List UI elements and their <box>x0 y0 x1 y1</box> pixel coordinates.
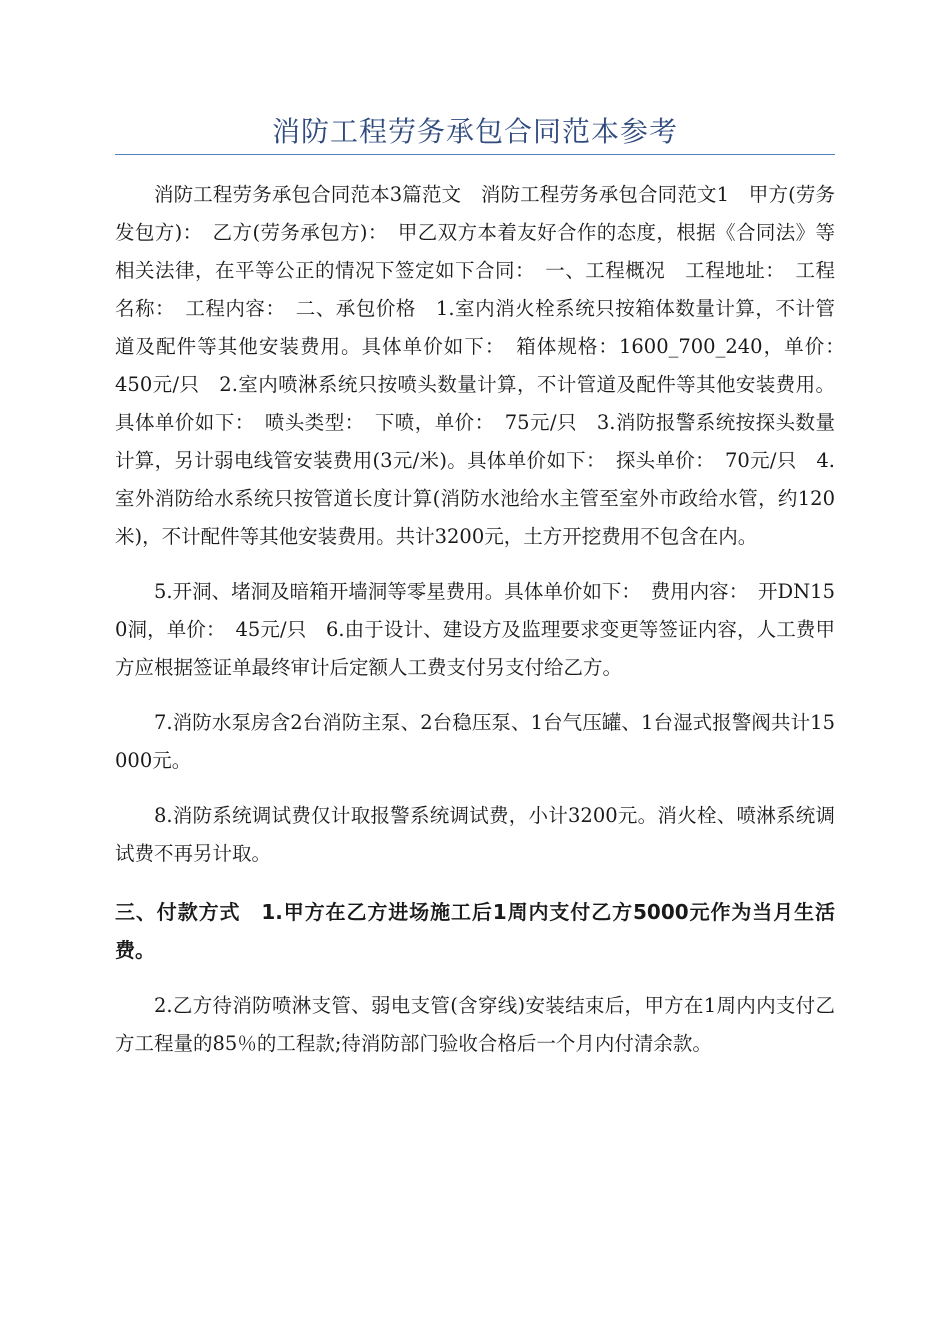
paragraph-4: 8.消防系统调试费仅计取报警系统调试费，小计3200元。消火栓、喷淋系统调试费不再另计取。 <box>115 804 835 865</box>
document-title: 消防工程劳务承包合同范本参考 <box>271 115 678 148</box>
paragraph-1: 消防工程劳务承包合同范本3篇范文 消防工程劳务承包合同范文1 甲方(劳务发包方)： 乙方(劳务承包方)： 甲乙双方本着友好合作的态度，根据《合同法》等相关法律，在平等公正的情况下签定如下合同： 一、工程概况 工程地址： 工程名称： 工程内容： 二、承包价格 1.室内消火栓系统只按箱体数量计算，不计管道及配件等其他安装费用。具体单价如下： 箱体规格：1600_700_240，单价： 450元/只 2.室内喷淋系统只按喷头数量计算，不计管道及配件等其他安装费用。具体单价如下： 喷头类型： 下喷，单价： 75元/只 3.消防报警系统按探头数量计算，另计弱电线管安装费用(3元/米)。具体单价如下： 探头单价： 70元/只 4.室外消防给水系统只按管道长度计算(消防水池给水主管至室外市政给水管，约120米)，不计配件等其他安装费用。共计3200元，土方开挖费用不包含在内。 <box>115 183 855 548</box>
paragraph-3: 7.消防水泵房含2台消防主泵、2台稳压泵、1台气压罐、1台湿式报警阀共计15000元。 <box>115 711 835 772</box>
title-underline <box>115 154 835 155</box>
paragraph-2: 5.开洞、堵洞及暗箱开墙洞等零星费用。具体单价如下： 费用内容： 开DN150洞，单价： 45元/只 6.由于设计、建设方及监理要求变更等签证内容，人工费甲方应根据签证单最终审计后定额人工费支付另支付给乙方。 <box>115 580 835 679</box>
paragraph-payment-heading: 三、付款方式 1.甲方在乙方进场施工后1周内支付乙方5000元作为当月生活费。 <box>115 900 835 962</box>
document-body <box>115 176 855 1063</box>
paragraph-6: 2.乙方待消防喷淋支管、弱电支管(含穿线)安装结束后，甲方在1周内内支付乙方工程量的85％的工程款;待消防部门验收合格后一个月内付清余款。 <box>115 994 835 1055</box>
